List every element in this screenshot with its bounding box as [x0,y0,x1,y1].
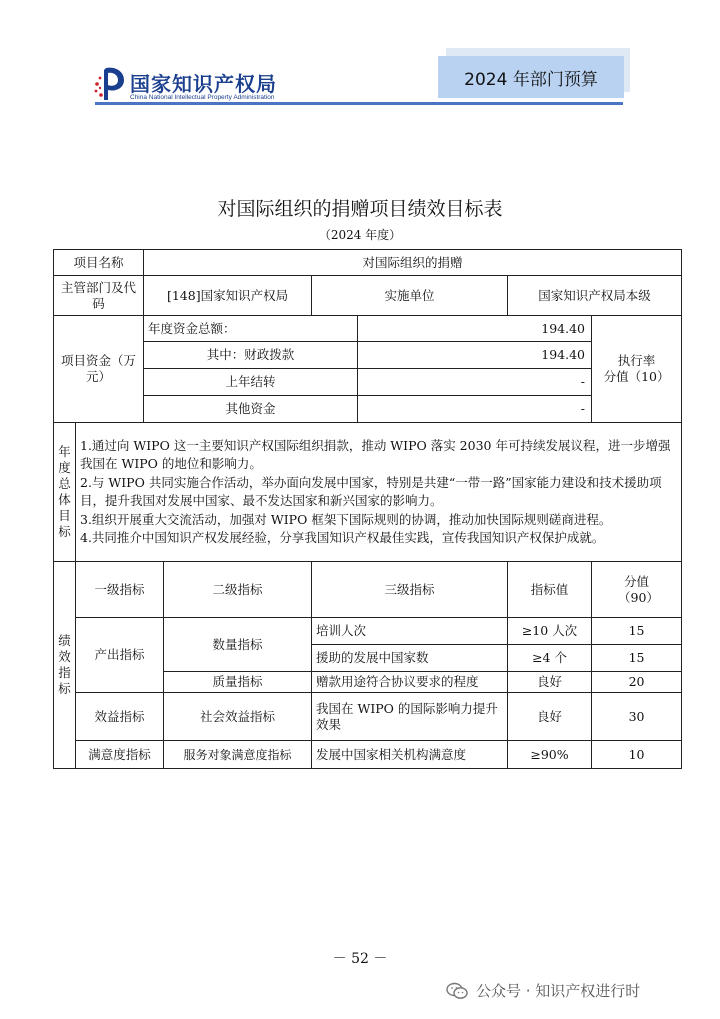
goal-item: 3.组织开展重大交流活动，加强对 WIPO 框架下国际规则的协调，推动加快国际规则磋商进程。 [80,511,612,527]
score-cell: 20 [592,672,682,693]
dept-value: [148]国家知识产权局 [144,276,312,316]
cnipa-logo [92,64,292,106]
table-row [54,342,682,369]
table-row [54,693,682,741]
goal-item: 4.共同推介中国知识产权发展经验，分享我国知识产权最佳实践，宣传我国知识产权保护成就。 [80,530,605,545]
header-level1: 一级指标 [76,562,164,618]
budget-label: 2024 年部门预算 [438,56,624,98]
table-row [54,396,682,423]
document-subtitle: （2024 年度） [318,228,402,242]
performance-target-table [53,249,682,769]
exec-rate-cell [592,316,682,423]
level3-cell: 培训人次 [312,618,508,645]
output-indicator: 产出指标 [76,618,164,693]
perf-indicator-label: 绩效指标 [54,562,76,769]
service-satisfaction-indicator: 服务对象满意度指标 [164,741,312,769]
benefit-indicator: 效益指标 [76,693,164,741]
funds-row-label: 年度资金总额： [144,316,358,342]
satisfaction-indicator: 满意度指标 [76,741,164,769]
wechat-icon [446,982,468,1000]
quality-indicator: 质量指标 [164,672,312,693]
page-number: － 52 － [332,951,388,967]
level3-cell: 我国在 WIPO 的国际影响力提升效果 [312,693,508,741]
quantity-indicator: 数量指标 [164,618,312,672]
funds-row-value: 194.40 [358,342,592,369]
value-cell: ≥4 个 [508,645,592,672]
funds-row-label: 上年结转 [144,369,358,396]
social-benefit-indicator: 社会效益指标 [164,693,312,741]
exec-score-label: 分值（10） [603,369,670,384]
project-name-label: 项目名称 [54,250,144,276]
table-row [54,423,682,562]
goal-item: 2.与 WIPO 共同实施合作活动，举办面向发展中国家，特别是共建“一带一路”国家能力建设和技术援助项目，提升我国对发展中国家、最不发达国家和新兴国家的影响力。 [80,474,662,508]
level3-cell: 赠款用途符合协议要求的程度 [312,672,508,693]
funds-row-value: - [358,396,592,423]
level3-cell: 发展中国家相关机构满意度 [312,741,508,769]
table-row [54,369,682,396]
project-name-value: 对国际组织的捐赠 [144,250,682,276]
funds-row-label: 其中：财政拨款 [144,342,358,369]
cnipa-emblem-icon [92,64,126,102]
table-row [54,562,682,618]
score-cell: 30 [592,693,682,741]
score-cell: 10 [592,741,682,769]
table-row [54,276,682,316]
header-value: 指标值 [508,562,592,618]
funds-row-value: - [358,369,592,396]
watermark-text: 公众号 · 知识产权进行时 [476,982,641,1000]
impl-unit-value: 国家知识产权局本级 [508,276,682,316]
dept-label: 主管部门及代码 [54,276,144,316]
table-row [54,741,682,769]
level3-cell: 援助的发展中国家数 [312,645,508,672]
exec-rate-label: 执行率 [617,353,656,368]
header-score: 分值（90） [592,562,682,618]
value-cell: 良好 [508,672,592,693]
table-row [54,250,682,276]
watermark [446,980,640,1001]
score-cell: 15 [592,645,682,672]
document-title: 对国际组织的捐赠项目绩效目标表 [217,198,503,220]
funds-row-label: 其他资金 [144,396,358,423]
header-level2: 二级指标 [164,562,312,618]
impl-unit-label: 实施单位 [312,276,508,316]
score-cell: 15 [592,618,682,645]
table-row [54,618,682,645]
goal-item: 1.通过向 WIPO 这一主要知识产权国际组织捐款，推动 WIPO 落实 2030 年可持续发展议程，进一步增强我国在 WIPO 的地位和影响力。 [80,437,671,471]
table-row [54,316,682,342]
header-level3: 三级指标 [312,562,508,618]
header-rule [95,102,623,105]
logo-text-cn: 国家知识产权局 [130,72,277,96]
logo-text-en: China National Intellectual Property Administration [130,94,275,101]
value-cell: ≥10 人次 [508,618,592,645]
funds-row-value: 194.40 [358,316,592,342]
value-cell: 良好 [508,693,592,741]
annual-goal-text [76,423,682,562]
funds-label: 项目资金（万元） [54,316,144,423]
page-header [0,0,720,110]
annual-goal-label: 年度总体目标 [54,423,76,562]
value-cell: ≥90% [508,741,592,769]
